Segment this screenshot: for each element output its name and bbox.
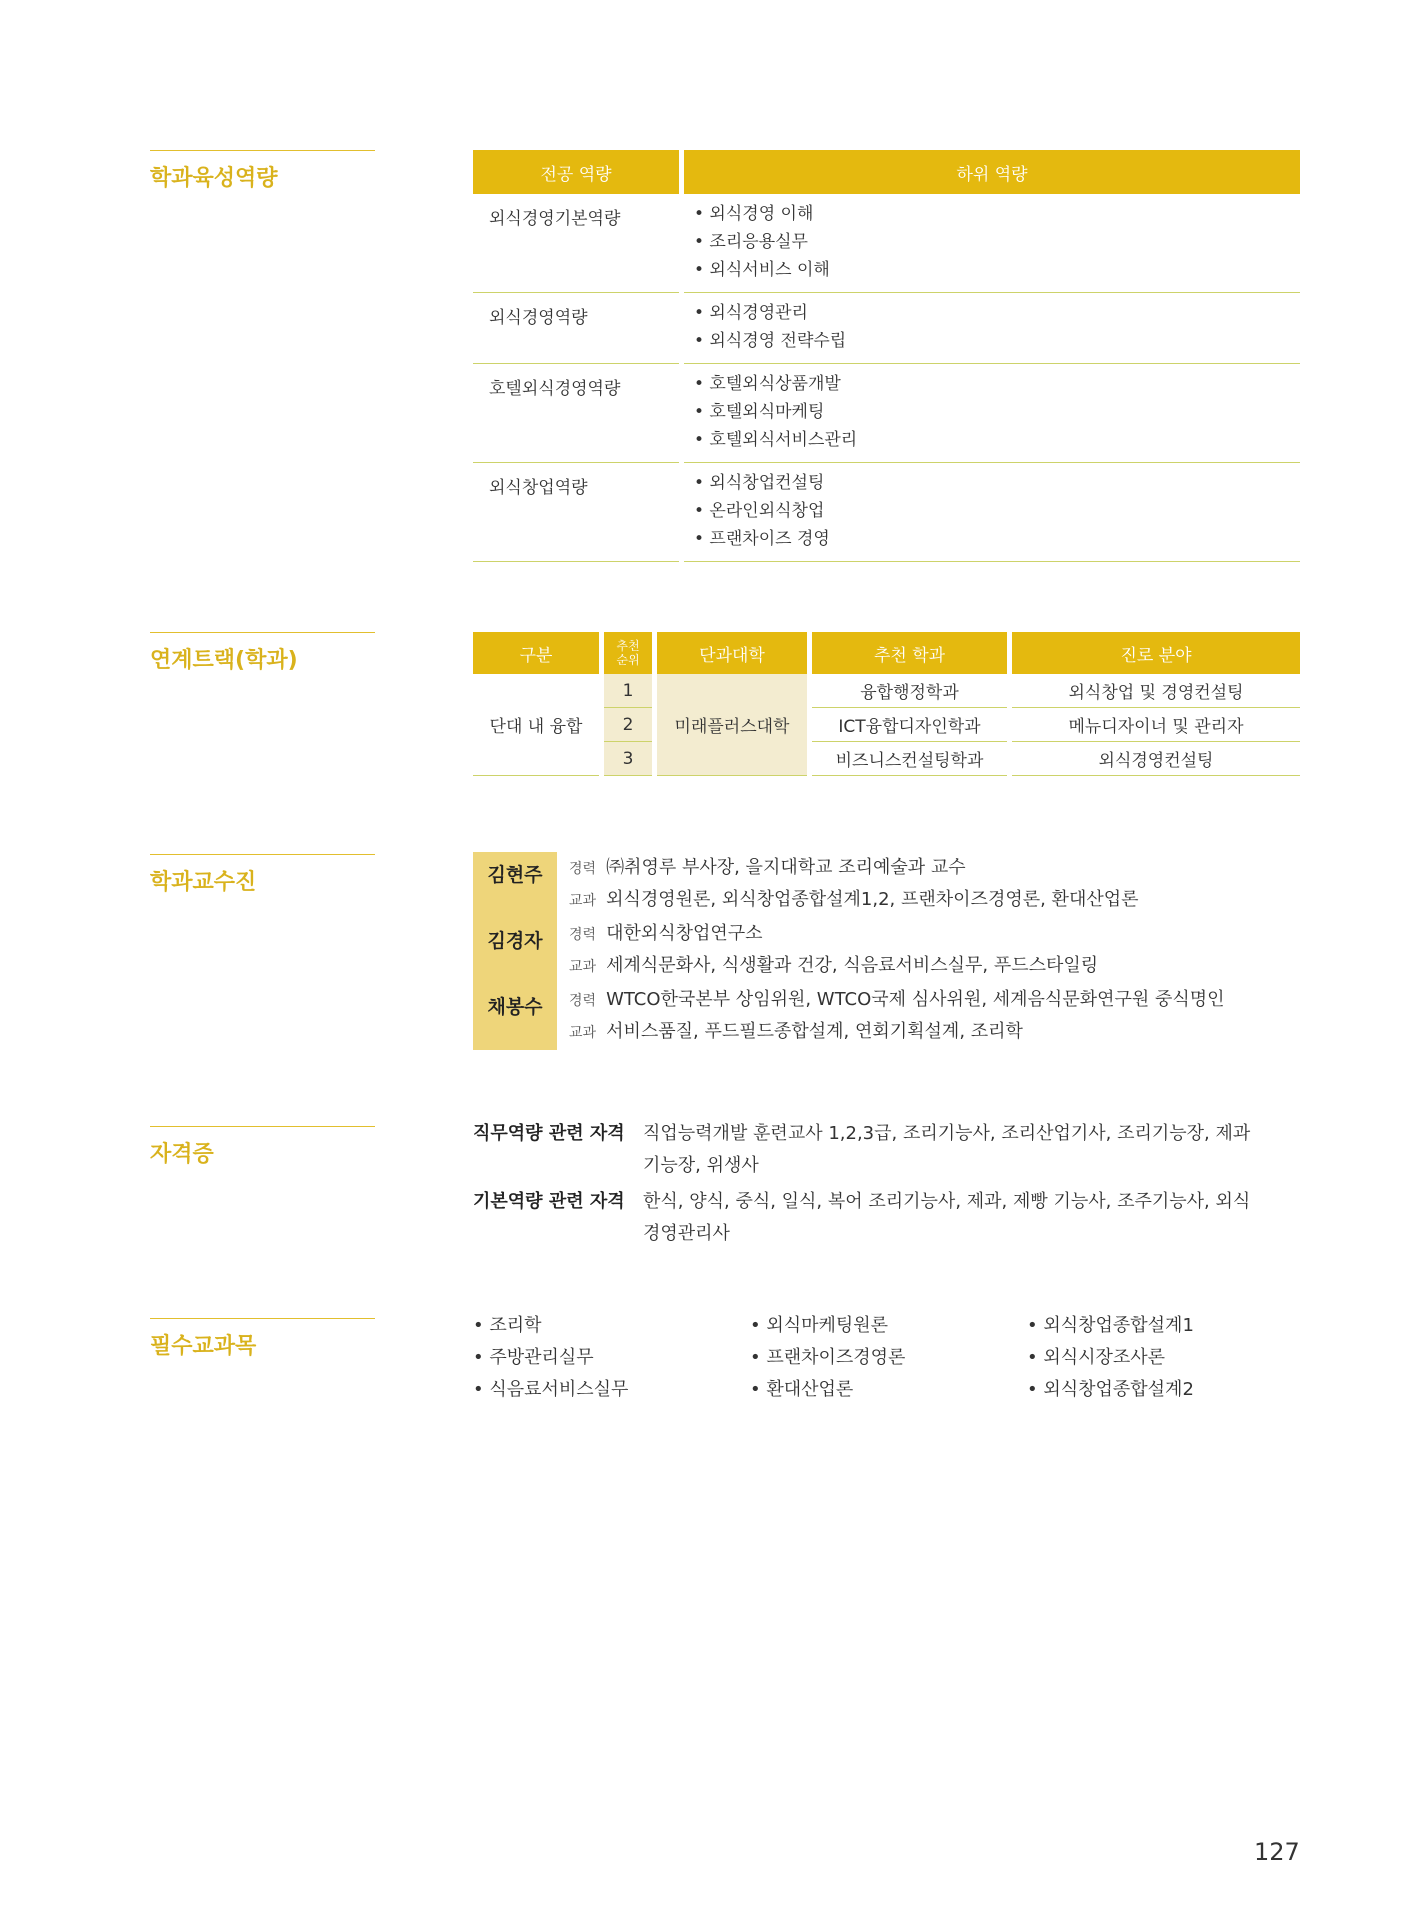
required-course-list xyxy=(473,1310,1303,1406)
page-number: 127 xyxy=(1254,1838,1300,1866)
career-tag: 경력 xyxy=(569,861,597,877)
sub-competency-cell xyxy=(684,194,1300,293)
major-competency-cell: 외식경영기본역량 xyxy=(473,194,679,293)
track-table-block xyxy=(473,632,1300,776)
faculty-courses-line xyxy=(569,1016,1225,1048)
required-course-item: • 환대산업론 xyxy=(750,1379,854,1400)
college-cell: 미래플러스대학 xyxy=(657,674,807,776)
faculty-name: 김현주 xyxy=(473,852,557,918)
section-title-track: 연계트랙(학과) xyxy=(150,632,375,674)
faculty-career-line xyxy=(569,852,1139,884)
table-row xyxy=(473,364,1300,463)
sub-competency-cell xyxy=(684,364,1300,463)
required-course-item: • 조리학 xyxy=(473,1315,542,1336)
rank-cell: 1 xyxy=(604,674,652,708)
sub-competency-item: • 온라인외식창업 xyxy=(694,501,825,521)
table-row xyxy=(473,463,1300,562)
sub-competency-item: • 프랜차이즈 경영 xyxy=(694,529,830,549)
sub-competency-item: • 호텔외식마케팅 xyxy=(694,402,825,422)
certificate-label: 직무역량 관련 자격 xyxy=(473,1123,625,1144)
department-cell: 융합행정학과 xyxy=(812,674,1007,708)
required-course-item: • 식음료서비스실무 xyxy=(473,1379,629,1400)
faculty-name: 채봉수 xyxy=(473,984,557,1050)
sub-competency-item: • 외식서비스 이해 xyxy=(694,260,830,280)
faculty-details xyxy=(557,852,1139,918)
header-type: 구분 xyxy=(473,632,599,674)
certificate-row xyxy=(473,1118,1303,1182)
major-competency-cell: 외식경영역량 xyxy=(473,293,679,364)
section-title-faculty: 학과교수진 xyxy=(150,854,375,896)
faculty-courses-line xyxy=(569,884,1139,916)
certificate-list xyxy=(473,1118,1303,1254)
faculty-courses: 외식경영원론, 외식창업종합설계1,2, 프랜차이즈경영론, 환대산업론 xyxy=(606,889,1139,910)
faculty-career-line xyxy=(569,918,1098,950)
sub-competency-item: • 외식창업컨설팅 xyxy=(694,473,825,493)
header-career: 진로 분야 xyxy=(1012,632,1300,674)
header-major-competency: 전공 역량 xyxy=(473,150,679,194)
sub-competency-item: • 외식경영 이해 xyxy=(694,204,814,224)
faculty-member xyxy=(473,918,1313,984)
table-row xyxy=(473,674,1300,708)
section-title-competency: 학과육성역량 xyxy=(150,150,375,192)
sub-competency-item: • 호텔외식상품개발 xyxy=(694,374,841,394)
header-department: 추천 학과 xyxy=(812,632,1007,674)
faculty-courses-line xyxy=(569,950,1098,982)
sub-competency-item: • 외식경영 전략수립 xyxy=(694,331,847,351)
section-title-certificate: 자격증 xyxy=(150,1126,375,1168)
required-course-item: • 외식시장조사론 xyxy=(1027,1347,1166,1368)
faculty-courses: 서비스품질, 푸드필드종합설계, 연회기획설계, 조리학 xyxy=(606,1021,1023,1042)
track-type-cell: 단대 내 융합 xyxy=(473,674,599,776)
major-competency-cell: 외식창업역량 xyxy=(473,463,679,562)
major-competency-cell: 호텔외식경영역량 xyxy=(473,364,679,463)
rank-cell: 2 xyxy=(604,708,652,742)
sub-competency-item: • 외식경영관리 xyxy=(694,303,808,323)
sub-competency-cell xyxy=(684,293,1300,364)
table-row xyxy=(473,194,1300,293)
faculty-member xyxy=(473,984,1313,1050)
faculty-details xyxy=(557,984,1225,1050)
career-cell: 메뉴디자이너 및 관리자 xyxy=(1012,708,1300,742)
faculty-name: 김경자 xyxy=(473,918,557,984)
faculty-career: 대한외식창업연구소 xyxy=(606,923,763,944)
certificate-text: 한식, 양식, 중식, 일식, 복어 조리기능사, 제과, 제빵 기능사, 조주기능사, 외식경영관리사 xyxy=(643,1191,1251,1244)
career-tag: 경력 xyxy=(569,927,597,943)
department-cell: ICT융합디자인학과 xyxy=(812,708,1007,742)
competency-table-block xyxy=(473,150,1300,562)
rank-cell: 3 xyxy=(604,742,652,776)
certificate-row xyxy=(473,1186,1303,1250)
career-cell: 외식경영컨설팅 xyxy=(1012,742,1300,776)
faculty-career: WTCO한국본부 상임위원, WTCO국제 심사위원, 세계음식문화연구원 중식명인 xyxy=(606,989,1225,1010)
certificate-label: 기본역량 관련 자격 xyxy=(473,1191,625,1212)
competency-table xyxy=(468,150,1305,562)
sub-competency-item: • 조리응용실무 xyxy=(694,232,808,252)
table-row xyxy=(473,293,1300,364)
required-course-item: • 외식창업종합설계1 xyxy=(1027,1315,1194,1336)
career-tag: 경력 xyxy=(569,993,597,1009)
header-college: 단과대학 xyxy=(657,632,807,674)
course-tag: 교과 xyxy=(569,1025,597,1041)
faculty-list xyxy=(473,852,1313,1050)
faculty-career: ㈜취영루 부사장, 을지대학교 조리예술과 교수 xyxy=(606,857,966,878)
track-table xyxy=(468,632,1305,776)
faculty-career-line xyxy=(569,984,1225,1016)
sub-competency-item: • 호텔외식서비스관리 xyxy=(694,430,858,450)
department-cell: 비즈니스컨설팅학과 xyxy=(812,742,1007,776)
header-rank: 추천 순위 xyxy=(604,632,652,674)
required-course-item: • 외식창업종합설계2 xyxy=(1027,1379,1194,1400)
faculty-details xyxy=(557,918,1098,984)
required-course-item: • 프랜차이즈경영론 xyxy=(750,1347,906,1368)
required-course-item: • 외식마케팅원론 xyxy=(750,1315,889,1336)
faculty-member xyxy=(473,852,1313,918)
sub-competency-cell xyxy=(684,463,1300,562)
header-sub-competency: 하위 역량 xyxy=(684,150,1300,194)
required-course-item: • 주방관리실무 xyxy=(473,1347,594,1368)
course-tag: 교과 xyxy=(569,893,597,909)
course-tag: 교과 xyxy=(569,959,597,975)
career-cell: 외식창업 및 경영컨설팅 xyxy=(1012,674,1300,708)
section-title-required: 필수교과목 xyxy=(150,1318,375,1360)
certificate-text: 직업능력개발 훈련교사 1,2,3급, 조리기능사, 조리산업기사, 조리기능장, 제과기능장, 위생사 xyxy=(643,1123,1251,1176)
faculty-courses: 세계식문화사, 식생활과 건강, 식음료서비스실무, 푸드스타일링 xyxy=(606,955,1099,976)
